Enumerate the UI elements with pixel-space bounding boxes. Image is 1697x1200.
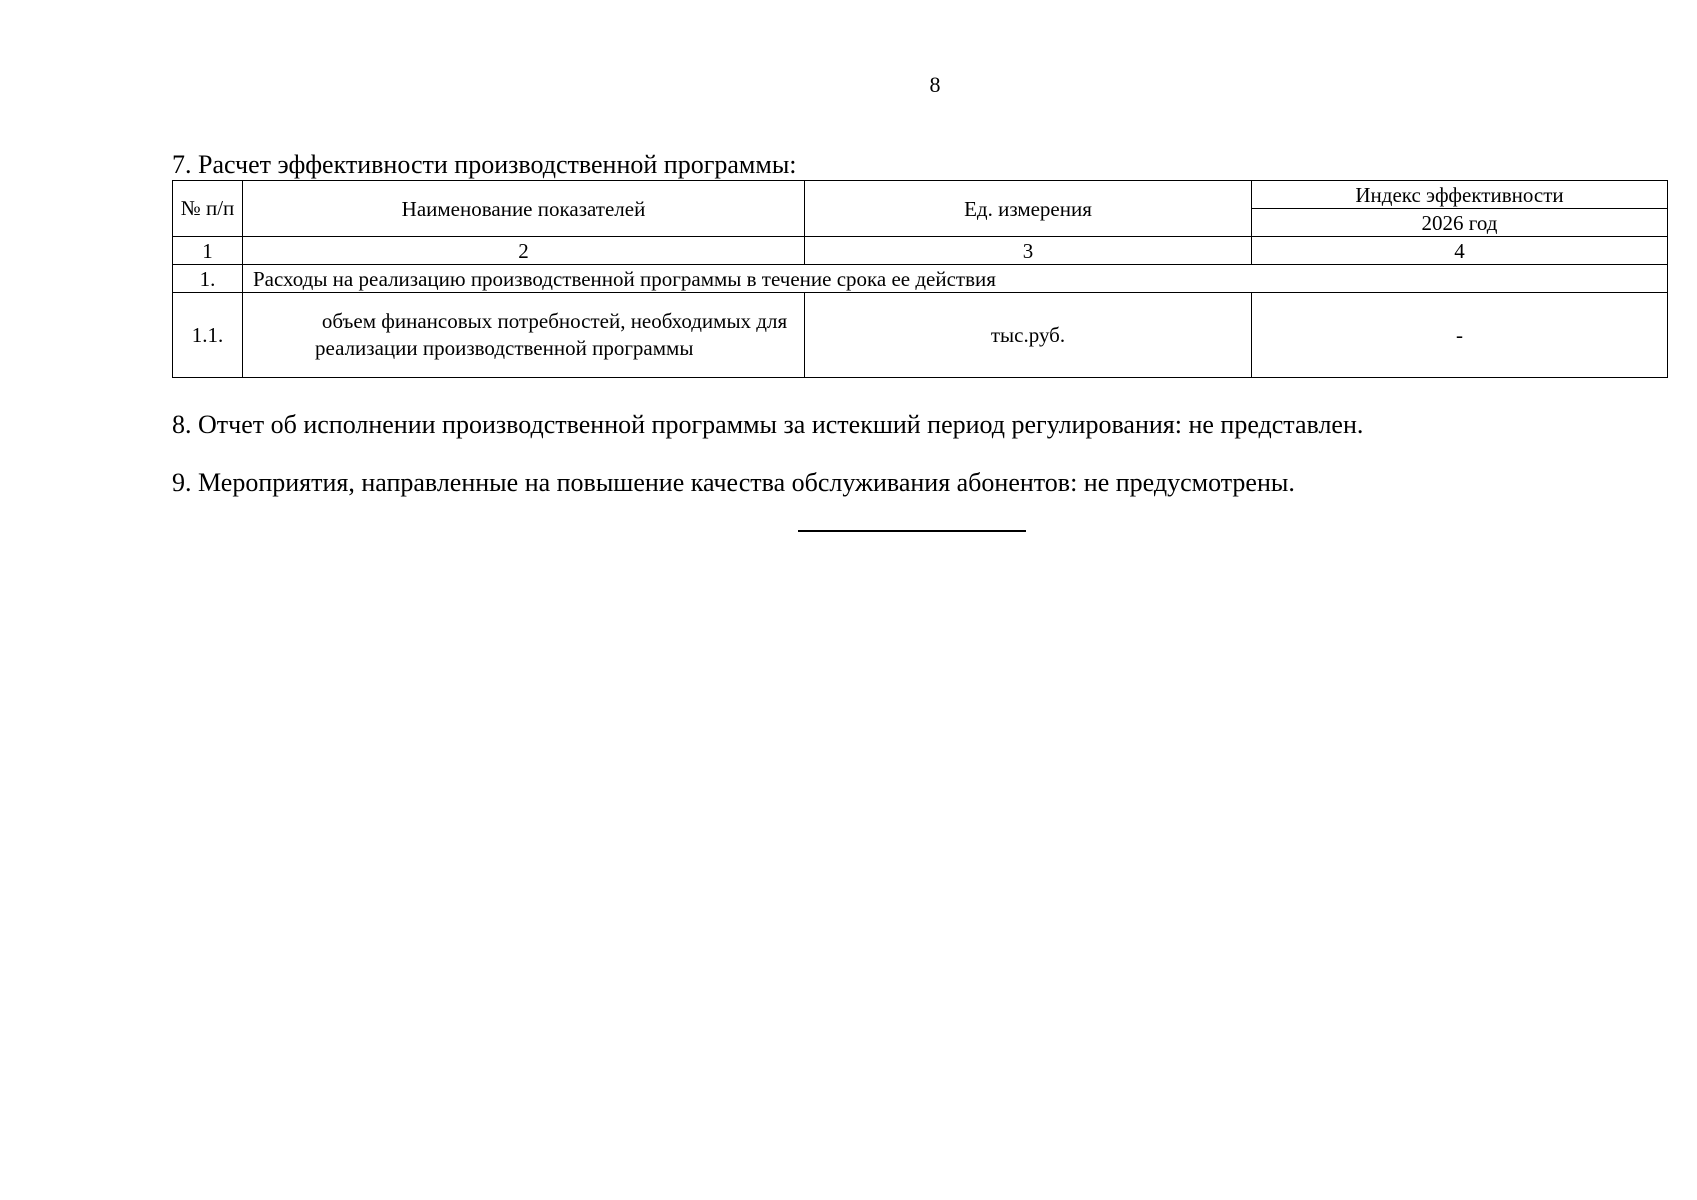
header-index: Индекс эффективности	[1252, 181, 1668, 209]
header-name: Наименование показателей	[243, 181, 805, 237]
efficiency-table	[172, 180, 1668, 378]
end-divider-line	[798, 530, 1026, 532]
row-name: объем финансовых потребностей, необходимых для реализации производственной программы	[243, 293, 805, 378]
header-num: № п/п	[173, 181, 243, 237]
column-number: 3	[805, 237, 1252, 265]
column-number: 4	[1252, 237, 1668, 265]
section-row-num: 1.	[173, 265, 243, 293]
header-year: 2026 год	[1252, 209, 1668, 237]
column-number: 1	[173, 237, 243, 265]
row-unit: тыс.руб.	[805, 293, 1252, 378]
section-8-text: 8. Отчет об исполнении производственной программы за истекший период регулирования: не представлен.	[172, 410, 1364, 439]
table-header-row	[173, 181, 1668, 209]
column-number: 2	[243, 237, 805, 265]
column-numbers-row	[173, 237, 1668, 265]
table-row	[173, 293, 1668, 378]
section-7-title: 7. Расчет эффективности производственной программы:	[172, 150, 797, 179]
row-value: -	[1252, 293, 1668, 378]
row-num: 1.1.	[173, 293, 243, 378]
page-number: 8	[929, 72, 941, 97]
header-unit: Ед. измерения	[805, 181, 1252, 237]
section-9-text: 9. Мероприятия, направленные на повышение качества обслуживания абонентов: не предусмотрены.	[172, 468, 1295, 497]
table-section-row	[173, 265, 1668, 293]
section-row-label: Расходы на реализацию производственной программы в течение срока ее действия	[243, 265, 1668, 293]
